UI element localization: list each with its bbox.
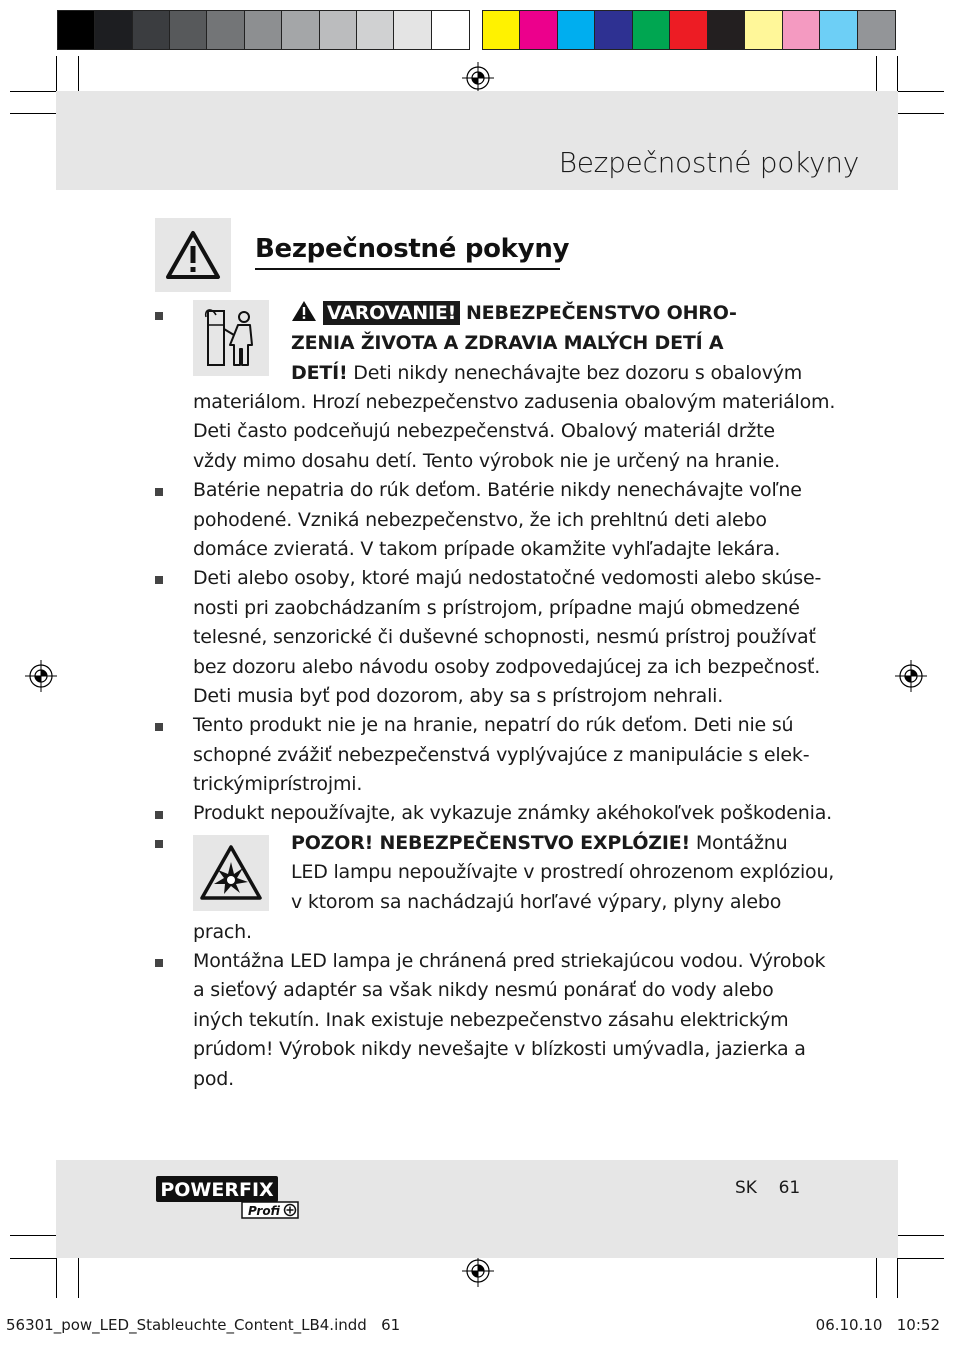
crop-mark	[10, 91, 56, 92]
calibration-swatch	[820, 11, 857, 49]
bullet	[155, 312, 163, 320]
calibration-swatch	[708, 11, 745, 49]
crop-mark	[10, 1258, 56, 1259]
item-1-line-d: materiálom. Hrozí nebezpečenstvo zadusenia obalovým materiálom.	[193, 391, 836, 413]
bullet	[155, 723, 163, 731]
item-6-line-a	[291, 829, 787, 858]
child-danger-icon	[200, 305, 262, 371]
calibration-swatch	[633, 11, 670, 49]
crop-mark	[10, 1235, 56, 1236]
item-6-bold-a: POZOR! NEBEZPEČENSTVO EXPLÓZIE!	[291, 832, 690, 854]
item-6-line-c: v ktorom sa nachádzajú horľavé výpary, plyny alebo	[291, 891, 782, 913]
calibration-swatch	[483, 11, 520, 49]
crop-mark	[898, 1235, 944, 1236]
item-4-line-c: trickýmiprístrojmi.	[193, 773, 363, 795]
calibration-swatch	[133, 11, 170, 49]
item-2-line-a: Batérie nepatria do rúk deťom. Batérie nikdy nenechávajte voľne	[193, 479, 802, 501]
item-1-text-c: Deti nikdy nenechávajte bez dozoru s obalovým	[347, 362, 803, 384]
crop-mark	[78, 1252, 79, 1298]
crop-mark	[898, 1258, 944, 1259]
registration-mark-icon	[25, 660, 57, 692]
item-1-bold-a: NEBEZPEČENSTVO OHRO-	[465, 302, 737, 324]
item-3-line-a: Deti alebo osoby, ktoré majú nedostatočné vedomosti alebo skúse-	[193, 567, 822, 589]
warning-triangle-icon	[291, 300, 317, 322]
registration-mark-icon	[895, 660, 927, 692]
item-1-line-f: vždy mimo dosahu detí. Tento výrobok nie je určený na hranie.	[193, 450, 780, 472]
calibration-swatch	[320, 11, 357, 49]
calibration-swatch	[745, 11, 782, 49]
bullet	[155, 576, 163, 584]
item-3-line-d: bez dozoru alebo návodu osoby zodpovedajúcej za ich bezpečnosť.	[193, 656, 821, 678]
calibration-swatch	[357, 11, 394, 49]
powerfix-logo	[156, 1176, 301, 1220]
calibration-swatch	[858, 11, 895, 49]
item-3-line-c: telesné, senzorické či duševné schopnosti, nesmú prístroj používať	[193, 626, 816, 648]
calibration-swatch	[520, 11, 557, 49]
calibration-swatch	[783, 11, 820, 49]
calibration-swatch	[432, 11, 469, 49]
explosion-icon	[199, 844, 263, 902]
calibration-swatch	[170, 11, 207, 49]
item-4-line-b: schopné zvážiť nebezpečenstvá vyplývajúce z manipulácie s elek-	[193, 744, 810, 766]
slug-datetime: 06.10.10 10:52	[815, 1316, 940, 1334]
crop-mark	[56, 1252, 57, 1298]
item-1-line-e: Deti často podceňujú nebezpečenstvá. Obalový materiál držte	[193, 420, 775, 442]
item-4-line-a: Tento produkt nie je na hranie, nepatrí do rúk deťom. Deti nie sú	[193, 714, 794, 736]
calibration-swatch	[282, 11, 319, 49]
section-warning-box	[155, 218, 231, 292]
item-5-line-a: Produkt nepoužívajte, ak vykazuje známky akéhokoľvek poškodenia.	[193, 802, 832, 824]
item-6-text-a: Montážnu	[689, 832, 788, 854]
warning-triangle-icon	[165, 230, 221, 280]
calibration-swatch	[670, 11, 707, 49]
child-icon-box	[193, 300, 269, 376]
calibration-swatch	[394, 11, 431, 49]
item-7-line-d: prúdom! Výrobok nikdy nevešajte v blízkosti umývadla, jazierka a	[193, 1038, 806, 1060]
item-7-line-b: a sieťový adaptér sa však nikdy nesmú ponárať do vody alebo	[193, 979, 774, 1001]
crop-mark	[898, 91, 944, 92]
logo-sub-text: Profi	[247, 1204, 281, 1218]
bullet	[155, 488, 163, 496]
item-1-bold-c: DETÍ!	[291, 362, 348, 384]
item-7-line-c: iných tekutín. Inak existuje nebezpečenstvo zásahu elektrickým	[193, 1009, 789, 1031]
language-code: SK	[735, 1178, 757, 1198]
crop-mark	[898, 113, 944, 114]
logo-main-text: POWERFIX	[160, 1179, 274, 1201]
bullet	[155, 840, 163, 848]
color-calibration-bar	[482, 10, 896, 50]
bullet	[155, 811, 163, 819]
registration-mark-icon	[462, 62, 494, 94]
section-heading-underline	[255, 268, 560, 270]
item-6-line-d: prach.	[193, 921, 252, 943]
item-7-line-e: pod.	[193, 1068, 234, 1090]
item-3-line-e: Deti musia byť pod dozorom, aby sa s prístrojom nehrali.	[193, 685, 724, 707]
page-title: Bezpečnostné pokyny	[558, 146, 859, 179]
item-3-line-b: nosti pri zaobchádzaním s prístrojom, prípadne majú obmedzené	[193, 597, 800, 619]
gray-calibration-bar	[57, 10, 470, 50]
crop-mark	[10, 113, 56, 114]
explosion-icon-box	[193, 835, 269, 911]
page-number	[735, 1178, 800, 1198]
calibration-swatch	[595, 11, 632, 49]
warning-badge: VAROVANIE!	[323, 301, 460, 325]
calibration-swatch	[95, 11, 132, 49]
calibration-swatch	[558, 11, 595, 49]
item-1-bold-b: ZENIA ŽIVOTA A ZDRAVIA MALÝCH DETÍ A	[291, 332, 724, 354]
item-1-line-c	[291, 359, 802, 388]
calibration-swatch	[58, 11, 95, 49]
crop-mark	[876, 1252, 877, 1298]
item-1-line-a	[291, 299, 737, 328]
calibration-swatch	[245, 11, 282, 49]
item-6-line-b: LED lampu nepoužívajte v prostredí ohrozenom explóziou,	[291, 861, 835, 883]
section-heading: Bezpečnostné pokyny	[255, 234, 570, 264]
bullet	[155, 959, 163, 967]
item-7-line-a: Montážna LED lampa je chránená pred striekajúcou vodou. Výrobok	[193, 950, 826, 972]
item-2-line-b: pohodené. Vzniká nebezpečenstvo, že ich prehltnú deti alebo	[193, 509, 767, 531]
item-1-line-b	[291, 329, 723, 358]
calibration-swatch	[207, 11, 244, 49]
registration-mark-icon	[462, 1255, 494, 1287]
slug-filename: 56301_pow_LED_Stableuchte_Content_LB4.indd 61	[6, 1316, 401, 1334]
item-2-line-c: domáce zvieratá. V takom prípade okamžite vyhľadajte lekára.	[193, 538, 781, 560]
page-number-value: 61	[778, 1178, 801, 1198]
